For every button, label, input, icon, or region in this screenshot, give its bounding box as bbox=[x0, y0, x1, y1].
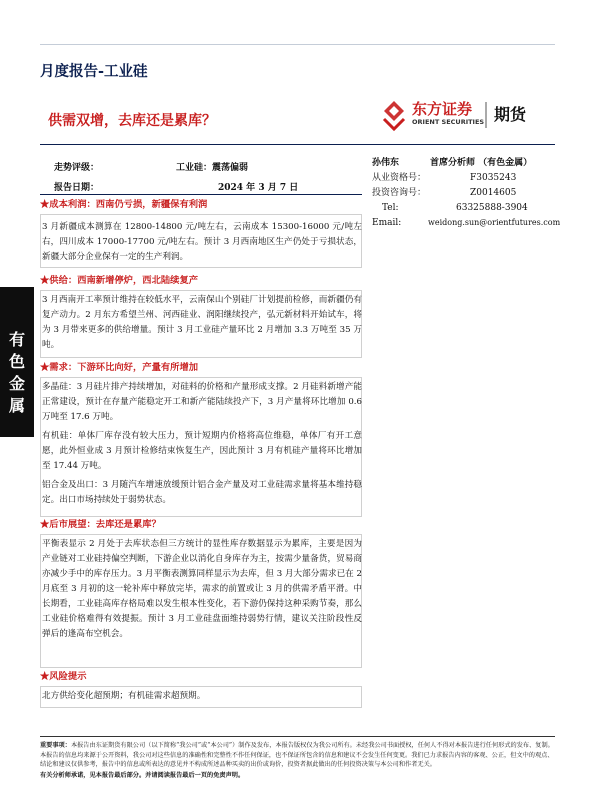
paragraph: 铝合金及出口：3 月随汽车增速放缓预计铝合金产量及对工业硅需求量将基本维持稳定。出口市场持续处于弱势状态。 bbox=[42, 480, 362, 505]
side-tab-char: 有 bbox=[8, 330, 25, 349]
logo-sub: 期货 bbox=[494, 105, 527, 124]
footer-disclaimer bbox=[40, 741, 555, 770]
section-body-risk bbox=[42, 689, 362, 704]
report-type: 月度报告-工业硅 bbox=[40, 64, 148, 80]
top-divider bbox=[40, 44, 555, 45]
section-body-outlook bbox=[42, 537, 362, 642]
analyst-name: 孙伟东 bbox=[372, 158, 400, 168]
paragraph: 北方供给变化超预期；有机硅需求超预期。 bbox=[42, 691, 206, 701]
side-tab-char: 属 bbox=[8, 396, 25, 415]
advisory-label: 投资咨询号： bbox=[372, 188, 427, 198]
logo-cn: 东方证券 bbox=[412, 100, 473, 118]
qual-label: 从业资格号： bbox=[372, 173, 427, 183]
section-heading-outlook: ★后市展望：去库还是累库？ bbox=[40, 519, 161, 530]
paragraph: 3 月新疆成本测算在 12800-14800 元/吨左右，云南成本 15300-16000 元/吨左右，四川成本 17000-17700 元/吨左右。预计 3 月西南地区生产仍处于亏损状态，新疆大部分企业保有一定的生产利润。 bbox=[42, 222, 362, 262]
paragraph: 3 月西南开工率预计维持在较低水平，云南保山个别硅厂计划提前检修，而新疆仍有复产动力。2 月东方希望兰州、河西硅业、润阳继续投产，弘元新材料开始试车，将为 3 月带来更多的供给增量。预计 3 月工业硅产量环比 2 月增加 3.3 万吨至 35 万吨。 bbox=[42, 295, 362, 350]
section-heading-demand: ★需求：下游环比向好，产量有所增加 bbox=[40, 362, 199, 373]
email-value[interactable]: weidong.sun@orientfutures.com bbox=[428, 218, 561, 227]
tel-value: 63325888-3904 bbox=[456, 203, 528, 213]
logo-en: ORIENT SECURITIES bbox=[412, 118, 485, 126]
analyst-title: 首席分析师 （有色金属） bbox=[430, 158, 533, 168]
email-label: Email: bbox=[372, 218, 402, 228]
header-rule-bottom bbox=[40, 194, 362, 195]
header-rule bbox=[40, 144, 555, 145]
side-tab-char: 金 bbox=[8, 374, 25, 393]
advisory-value: Z0014605 bbox=[470, 188, 517, 198]
footer-notice: 有关分析师承诺，见本报告最后部分。并请阅读报告最后一页的免责声明。 bbox=[40, 772, 245, 779]
footer-rule bbox=[40, 736, 555, 737]
date-label: 报告日期： bbox=[54, 183, 100, 193]
paragraph: 有机硅：单体厂库存没有较大压力，预计短期内价格将高位维稳，单体厂有开工意愿，此外恒业成 3 月预计检修结束恢复生产，因此预计 3 月有机硅产量将环比增加至 17.44 万吨。 bbox=[42, 431, 362, 471]
section-body-demand bbox=[42, 380, 362, 508]
date-value: 2024 年 3 月 7 日 bbox=[218, 183, 299, 193]
report-title: 供需双增，去库还是累库？ bbox=[48, 113, 216, 129]
trend-value: 工业硅：震荡偏弱 bbox=[176, 163, 249, 173]
section-body-supply bbox=[42, 293, 362, 353]
section-body-cost bbox=[42, 220, 362, 265]
paragraph: 多晶硅：3 月硅片排产持续增加，对硅料的价格和产量形成支撑。2 月硅料新增产能正常建设，预计在存量产能稳定开工和新产能陆续投产下，3 月产量将环比增加 0.6 万吨至 17.6 万吨。 bbox=[42, 382, 362, 422]
trend-label: 走势评级： bbox=[54, 163, 100, 173]
section-heading-risk: ★风险提示 bbox=[40, 671, 87, 682]
disclaimer-text: 本报告由东证期货有限公司（以下简称“我公司”或“本公司”）制作及发布，本报告版权仅为我公司所有。未经我公司书面授权，任何人不得对本报告进行任何形式的发布、复制。本报告的信息均来源于公开资料，我公司对这些信息的准确性和完整性不作任何保证，也不保证所包含的信息和建议不会发生任何变更。我们已力求报告内容的客观、公正，但文中的观点、结论和建议仅供参考，报告中的信息或所表达的意见并不构成所述品种买卖的出价或询价，投资者据此做出的任何投资决策与本公司和作者无关。 bbox=[40, 742, 554, 768]
section-heading-cost: ★成本利润：西南仍亏损，新疆保有利润 bbox=[40, 199, 208, 210]
side-tab-char: 色 bbox=[8, 352, 25, 371]
tel-label: Tel: bbox=[382, 203, 399, 213]
disclaimer-label: 重要事项： bbox=[40, 742, 71, 749]
paragraph: 平衡表显示 2 月处于去库状态但三方统计的显性库存数据显示为累库，主要是因为产业链对工业硅持偏空判断，下游企业以消化自身库存为主，按需少量备货，贸易商亦减少手中的库存压力。3 月平衡表测算同样显示为去库，但 3 月大部分需求已在 2 月底至 3 月初的这一轮补库中释放完毕，需求的前置或让 3 月的供需矛盾平滑。中长期看，工业硅高库存格局难以发生根本性变化，若下游仍保持这种采购节奏，那么工业硅价格难得有效提振。预计 3 月工业硅盘面维持弱势行情，建议关注阶段性反弹后的逢高布空机会。 bbox=[42, 539, 362, 639]
analyst-contact bbox=[372, 156, 562, 231]
company-logo bbox=[378, 96, 548, 134]
sector-side-tab bbox=[0, 287, 34, 437]
qual-value: F3035243 bbox=[470, 173, 517, 183]
section-heading-supply: ★供给：西南新增停炉，西北陆续复产 bbox=[40, 275, 199, 286]
